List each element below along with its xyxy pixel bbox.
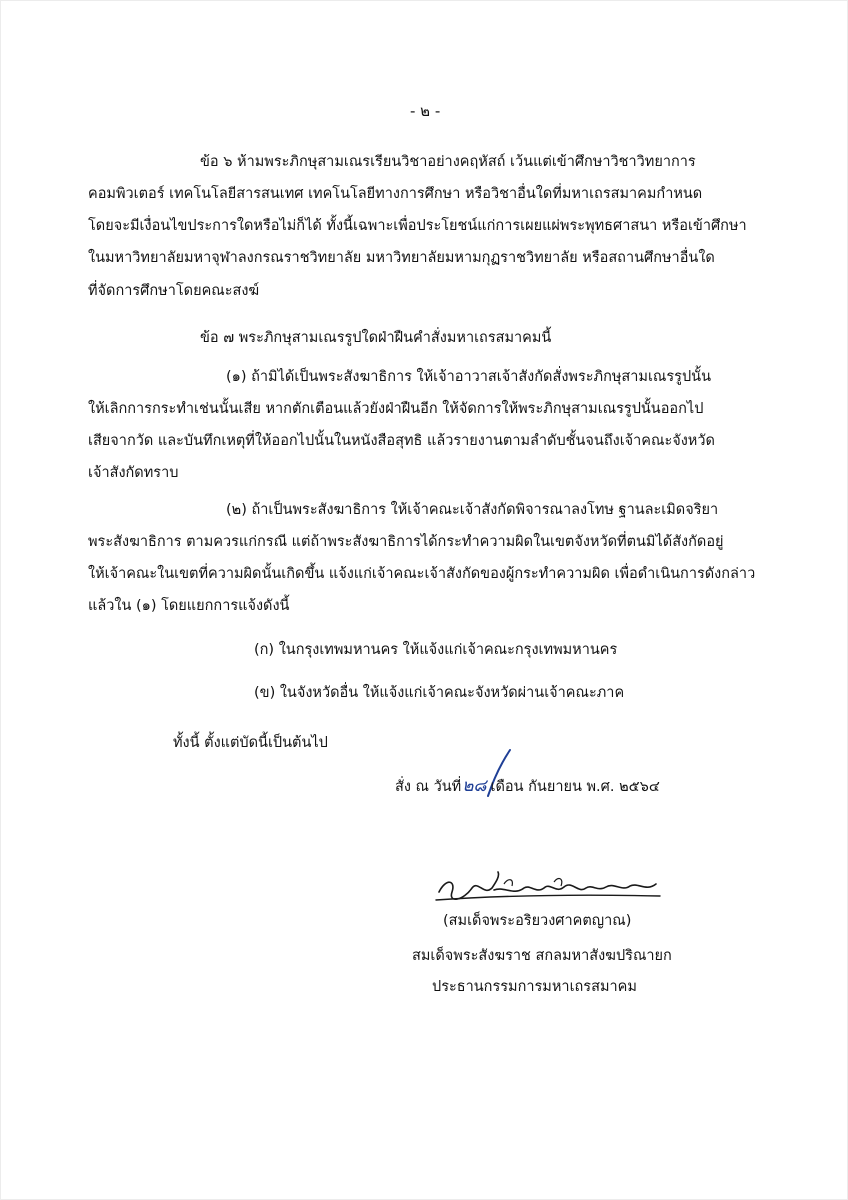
- clause6-line-5: ที่จัดการศึกษาโดยคณะสงฆ์: [88, 283, 260, 299]
- order-date: [395, 776, 660, 797]
- signatory-name: (สมเด็จพระอริยวงศาคตญาณ): [443, 913, 632, 929]
- clause6-line-3: โดยจะมีเงื่อนไขประการใดหรือไม่ก็ได้ ทั้งนี้เฉพาะเพื่อประโยชน์แก่การเผยแผ่พระพุทธศาสนา หรือเข้าศึกษา: [88, 218, 747, 234]
- date-prefix: สั่ง ณ วันที่: [395, 779, 462, 795]
- clause6-line-1: ข้อ ๖ ห้ามพระภิกษุสามเณรเรียนวิชาอย่างคฤหัสถ์ เว้นแต่เข้าศึกษาวิชาวิทยาการ: [200, 154, 696, 170]
- signatory-title: สมเด็จพระสังฆราช สกลมหาสังฆปริณายก: [412, 948, 672, 964]
- clause7-item2-line-2: พระสังฆาธิการ ตามควรแก่กรณี แต่ถ้าพระสังฆาธิการได้กระทำความผิดในเขตจังหวัดที่ตนมิได้สังกัดอยู่: [88, 534, 724, 550]
- date-suffix: เดือน กันยายน พ.ศ. ๒๕๖๔: [490, 779, 660, 795]
- clause7-sub-a: (ก) ในกรุงเทพมหานคร ให้แจ้งแก่เจ้าคณะกรุงเทพมหานคร: [254, 642, 618, 658]
- clause7-sub-b: (ข) ในจังหวัดอื่น ให้แจ้งแก่เจ้าคณะจังหวัดผ่านเจ้าคณะภาค: [254, 685, 625, 701]
- clause6-line-2: คอมพิวเตอร์ เทคโนโลยีสารสนเทศ เทคโนโลยีทางการศึกษา หรือวิชาอื่นใดที่มหาเถรสมาคมกำหนด: [88, 186, 703, 202]
- clause6-line-4: ในมหาวิทยาลัยมหาจุฬาลงกรณราชวิทยาลัย มหาวิทยาลัยมหามกุฏราชวิทยาลัย หรือสถานศึกษาอื่นใด: [88, 250, 715, 266]
- clause7-heading: ข้อ ๗ พระภิกษุสามเณรรูปใดฝ่าฝืนคำสั่งมหาเถรสมาคมนี้: [200, 330, 552, 346]
- handwritten-day: ๒๘: [462, 776, 487, 796]
- signatory-position: ประธานกรรมการมหาเถรสมาคม: [432, 979, 637, 995]
- clause7-item2-line-4: แล้วใน (๑) โดยแยกการแจ้งดังนี้: [88, 598, 290, 614]
- clause7-item2-line-3: ให้เจ้าคณะในเขตที่ความผิดนั้นเกิดขึ้น แจ้งแก่เจ้าคณะเจ้าสังกัดของผู้กระทำความผิด เพื่อดำเนินการดังกล่าว: [88, 566, 756, 582]
- clause7-item1-line-2: ให้เลิกการกระทำเช่นนั้นเสีย หากตักเตือนแล้วยังฝ่าฝืนอีก ให้จัดการให้พระภิกษุสามเณรรูปนั้นออกไป: [88, 401, 704, 417]
- clause7-item2-line-1: (๒) ถ้าเป็นพระสังฆาธิการ ให้เจ้าคณะเจ้าสังกัดพิจารณาลงโทษ ฐานละเมิดจริยา: [226, 502, 719, 518]
- handwritten-signature: [434, 870, 664, 910]
- clause7-item1-line-3: เสียจากวัด และบันทึกเหตุที่ให้ออกไปนั้นในหนังสือสุทธิ แล้วรายงานตามลำดับชั้นจนถึงเจ้าคณะจังหวัด: [88, 433, 715, 449]
- effective-statement: ทั้งนี้ ตั้งแต่บัดนี้เป็นต้นไป: [173, 735, 328, 751]
- clause7-item1-line-4: เจ้าสังกัดทราบ: [88, 465, 179, 481]
- page-number: - ๒ -: [410, 102, 441, 120]
- clause7-item1-line-1: (๑) ถ้ามิได้เป็นพระสังฆาธิการ ให้เจ้าอาวาสเจ้าสังกัดสั่งพระภิกษุสามเณรรูปนั้น: [226, 369, 711, 385]
